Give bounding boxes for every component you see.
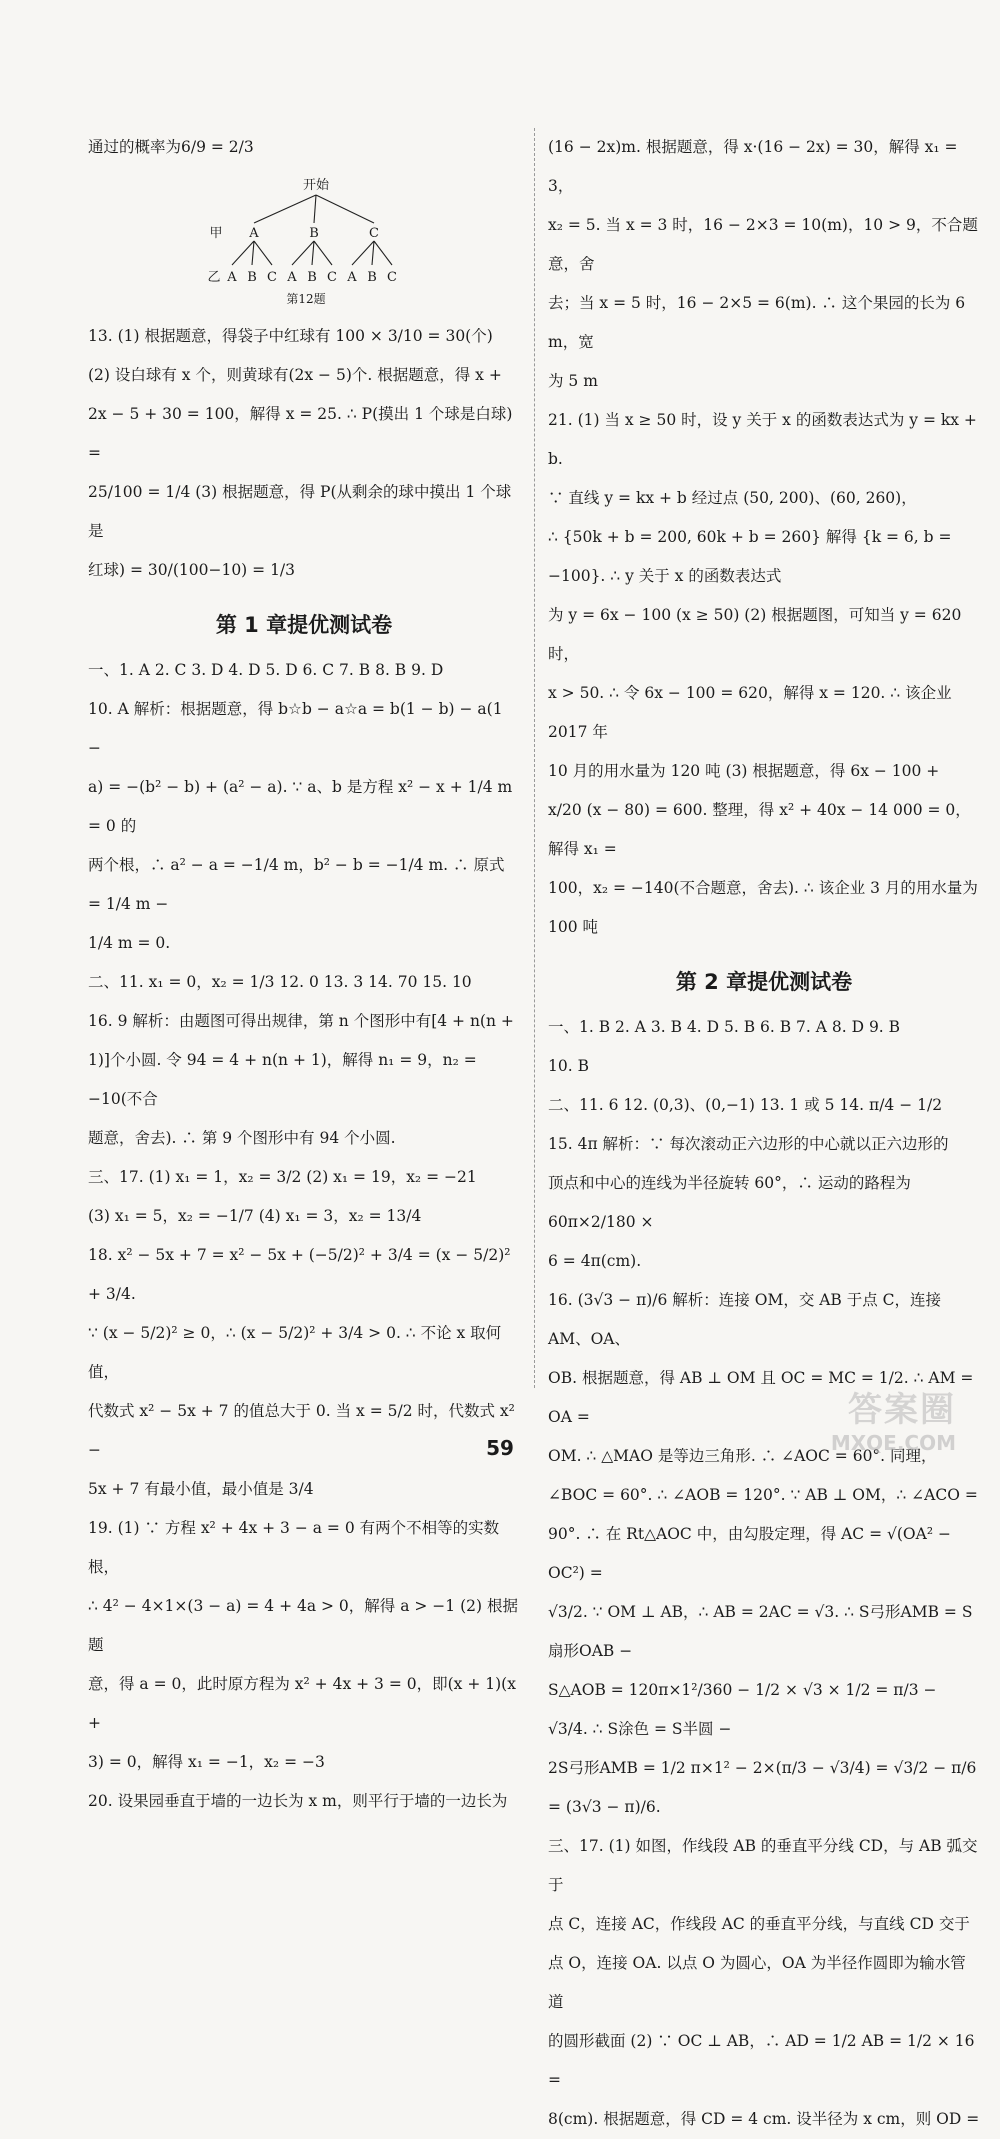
tree-node-a: A xyxy=(249,226,259,241)
tree-row1-label: 甲 xyxy=(209,226,223,241)
tree-leaf: C xyxy=(327,270,337,285)
text-line: ∴ {50k + b = 200, 60k + b = 260} 解得 {k = 6, b = −100}. ∴ y 关于 x 的函数表达式 xyxy=(548,528,952,585)
text-line: 21. (1) 当 x ≥ 50 时，设 y 关于 x 的函数表达式为 y = kx + b. xyxy=(548,411,977,468)
text-line: 15. 4π 解析：∵ 每次滚动正六边形的中心就以正六边形的 xyxy=(548,1135,949,1153)
text-line: 去；当 x = 5 时，16 − 2×5 = 6(m). ∴ 这个果园的长为 6 m，宽 xyxy=(548,294,966,351)
text-line: 顶点和中心的连线为半径旋转 60°，∴ 运动的路程为 60π×2/180 × xyxy=(548,1174,911,1231)
text-line: 5x + 7 有最小值，最小值是 3/4 xyxy=(88,1480,314,1498)
text-line: 100 吨 xyxy=(548,918,599,936)
right-lines-after xyxy=(548,1008,980,2139)
tree-leaf: A xyxy=(227,270,237,285)
text-line: 2x − 5 + 30 = 100，解得 x = 25. ∴ P(摸出 1 个球是白球) = xyxy=(88,405,513,462)
text-line: 3) = 0，解得 x₁ = −1，x₂ = −3 xyxy=(88,1753,325,1771)
tree-leaf: B xyxy=(307,270,317,285)
tree-diagram xyxy=(88,167,520,317)
tree-root: 开始 xyxy=(302,178,330,193)
text-line: ∠BOC = 60°. ∴ ∠AOB = 120°. ∵ AB ⊥ OM，∴ ∠ACO = xyxy=(548,1486,978,1504)
watermark xyxy=(806,1382,956,1455)
text-line: 意，得 a = 0，此时原方程为 x² + 4x + 3 = 0，即(x + 1)(x + xyxy=(88,1675,516,1732)
text-line: 题意，舍去). ∴ 第 9 个图形中有 94 个小圆. xyxy=(88,1129,396,1147)
right-lines-before xyxy=(548,128,980,947)
text-line: 90°. ∴ 在 Rt△AOC 中，由勾股定理，得 AC = √(OA² − OC²) = xyxy=(548,1525,951,1582)
text-line: x > 50. ∴ 令 6x − 100 = 620，解得 x = 120. ∴ 该企业 2017 年 xyxy=(548,684,952,741)
text-line: a) = −(b² − b) + (a² − a). ∵ a、b 是方程 x² − x + 1/4 m = 0 的 xyxy=(88,778,513,835)
chapter2-heading: 第 2 章提优测试卷 xyxy=(675,970,853,994)
text-line: 二、11. x₁ = 0，x₂ = 1/3 12. 0 13. 3 14. 70 15. 10 xyxy=(88,973,472,991)
text-line: ∵ (x − 5/2)² ≥ 0，∴ (x − 5/2)² + 3/4 > 0. ∴ 不论 x 取何值， xyxy=(88,1324,502,1381)
text-line: 10 月的用水量为 120 吨 (3) 根据题意，得 6x − 100 + xyxy=(548,762,940,780)
text-line: 6 = 4π(cm). xyxy=(548,1252,642,1270)
text-line: (16 − 2x)m. 根据题意，得 x·(16 − 2x) = 30，解得 x₁ = 3， xyxy=(548,138,958,195)
text-line: 代数式 x² − 5x + 7 的值总大于 0. 当 x = 5/2 时，代数式 x² − xyxy=(88,1402,515,1459)
column-divider xyxy=(534,128,535,1388)
text-line: OB. 根据题意，得 AB ⊥ OM 且 OC = MC = 1/2. ∴ AM = OA = xyxy=(548,1369,974,1426)
text-line: 20. 设果园垂直于墙的一边长为 x m，则平行于墙的一边长为 xyxy=(88,1792,508,1810)
text-line: 一、1. B 2. A 3. B 4. D 5. B 6. B 7. A 8. D 9. B xyxy=(548,1018,901,1036)
text-line: 100，x₂ = −140(不合题意，舍去). ∴ 该企业 3 月的用水量为 xyxy=(548,879,978,897)
probability-line: 通过的概率为6/9 = 2/3 xyxy=(88,138,254,156)
tree-leaf: B xyxy=(247,270,257,285)
tree-leaf: A xyxy=(287,270,297,285)
text-line: 8(cm). 根据题意，得 CD = 4 cm. 设半径为 x cm，则 OD = xyxy=(548,2110,980,2128)
text-line: 三、17. (1) 如图，作线段 AB 的垂直平分线 CD，与 AB 弧交于 xyxy=(548,1837,978,1894)
watermark-url: MXQE.COM xyxy=(830,1431,956,1455)
tree-leaf: B xyxy=(367,270,377,285)
text-line: OM. ∴ △MAO 是等边三角形. ∴ ∠AOC = 60°. 同理， xyxy=(548,1447,937,1465)
left-lines-before xyxy=(88,317,520,590)
text-line: 16. (3√3 − π)/6 解析：连接 OM，交 AB 于点 C，连接 AM、OA、 xyxy=(548,1291,942,1348)
left-column xyxy=(88,128,520,1821)
watermark-logo: 答案圈 xyxy=(848,1390,956,1430)
tree-lines xyxy=(88,167,520,317)
right-column xyxy=(548,128,980,2139)
text-line: 红球) = 30/(100−10) = 1/3 xyxy=(88,561,296,579)
text-line: (3) x₁ = 5，x₂ = −1/7 (4) x₁ = 3，x₂ = 13/4 xyxy=(88,1207,422,1225)
text-line: 10. B xyxy=(548,1057,589,1075)
chapter1-heading: 第 1 章提优测试卷 xyxy=(215,613,393,637)
text-line: (2) 设白球有 x 个，则黄球有(2x − 5)个. 根据题意，得 x + xyxy=(88,366,502,384)
text-line: 19. (1) ∵ 方程 x² + 4x + 3 − a = 0 有两个不相等的实数根， xyxy=(88,1519,500,1576)
tree-leaf: C xyxy=(267,270,277,285)
text-line: ∵ 直线 y = kx + b 经过点 (50, 200)、(60, 260)， xyxy=(548,489,917,507)
page-number: 59 xyxy=(486,1436,514,1460)
left-lines-after xyxy=(88,651,520,1821)
text-line: 点 C，连接 AC，作线段 AC 的垂直平分线，与直线 CD 交于 xyxy=(548,1915,970,1933)
text-line: 18. x² − 5x + 7 = x² − 5x + (−5/2)² + 3/4 = (x − 5/2)² + 3/4. xyxy=(88,1246,511,1303)
tree-node-b: B xyxy=(309,226,319,241)
tree-caption: 第12题 xyxy=(286,292,326,306)
text-line: 1/4 m = 0. xyxy=(88,934,171,952)
tree-node-c: C xyxy=(369,226,379,241)
text-line: 为 y = 6x − 100 (x ≥ 50) (2) 根据题图，可知当 y = 620 时， xyxy=(548,606,962,663)
text-line: 13. (1) 根据题意，得袋子中红球有 100 × 3/10 = 30(个) xyxy=(88,327,493,345)
text-line: ∴ 4² − 4×1×(3 − a) = 4 + 4a > 0，解得 a > −1 (2) 根据题 xyxy=(88,1597,518,1654)
text-line: 10. A 解析：根据题意，得 b☆b − a☆a = b(1 − b) − a(1 − xyxy=(88,700,503,757)
text-line: √3/2. ∵ OM ⊥ AB，∴ AB = 2AC = √3. ∴ S弓形AMB = S扇形OAB − xyxy=(548,1603,973,1660)
text-line: x₂ = 5. 当 x = 3 时，16 − 2×3 = 10(m)，10 > 9，不合题意，舍 xyxy=(548,216,978,273)
text-line: x/20 (x − 80) = 600. 整理，得 x² + 40x − 14 000 = 0，解得 x₁ = xyxy=(548,801,971,858)
text-line: 一、1. A 2. C 3. D 4. D 5. D 6. C 7. B 8. B 9. D xyxy=(88,661,444,679)
text-line: 25/100 = 1/4 (3) 根据题意，得 P(从剩余的球中摸出 1 个球是 xyxy=(88,483,512,540)
text-line: 两个根，∴ a² − a = −1/4 m，b² − b = −1/4 m. ∴ 原式 = 1/4 m − xyxy=(88,856,505,913)
text-line: 三、17. (1) x₁ = 1，x₂ = 3/2 (2) x₁ = 19，x₂ = −21 xyxy=(88,1168,477,1186)
text-line: S△AOB = 120π×1²/360 − 1/2 × √3 × 1/2 = π/3 − √3/4. ∴ S涂色 = S半圆 − xyxy=(548,1681,937,1738)
text-line: 点 O，连接 OA. 以点 O 为圆心，OA 为半径作圆即为输水管道 xyxy=(548,1954,966,2011)
text-line: 为 5 m xyxy=(548,372,598,390)
text-line: 2S弓形AMB = 1/2 π×1² − 2×(π/3 − √3/4) = √3/2 − π/6 = (3√3 − π)/6. xyxy=(548,1759,977,1816)
tree-leaf: A xyxy=(347,270,357,285)
text-line: 的圆形截面 (2) ∵ OC ⊥ AB，∴ AD = 1/2 AB = 1/2 × 16 = xyxy=(548,2032,975,2089)
tree-row2-label: 乙 xyxy=(207,270,221,285)
text-line: 1)]个小圆. 令 94 = 4 + n(n + 1)，解得 n₁ = 9，n₂ = −10(不合 xyxy=(88,1051,477,1108)
tree-leaf: C xyxy=(387,270,397,285)
text-line: 二、11. 6 12. (0,3)、(0,−1) 13. 1 或 5 14. π/4 − 1/2 xyxy=(548,1096,943,1114)
text-line: 16. 9 解析：由题图可得出规律，第 n 个图形中有[4 + n(n + xyxy=(88,1012,514,1030)
